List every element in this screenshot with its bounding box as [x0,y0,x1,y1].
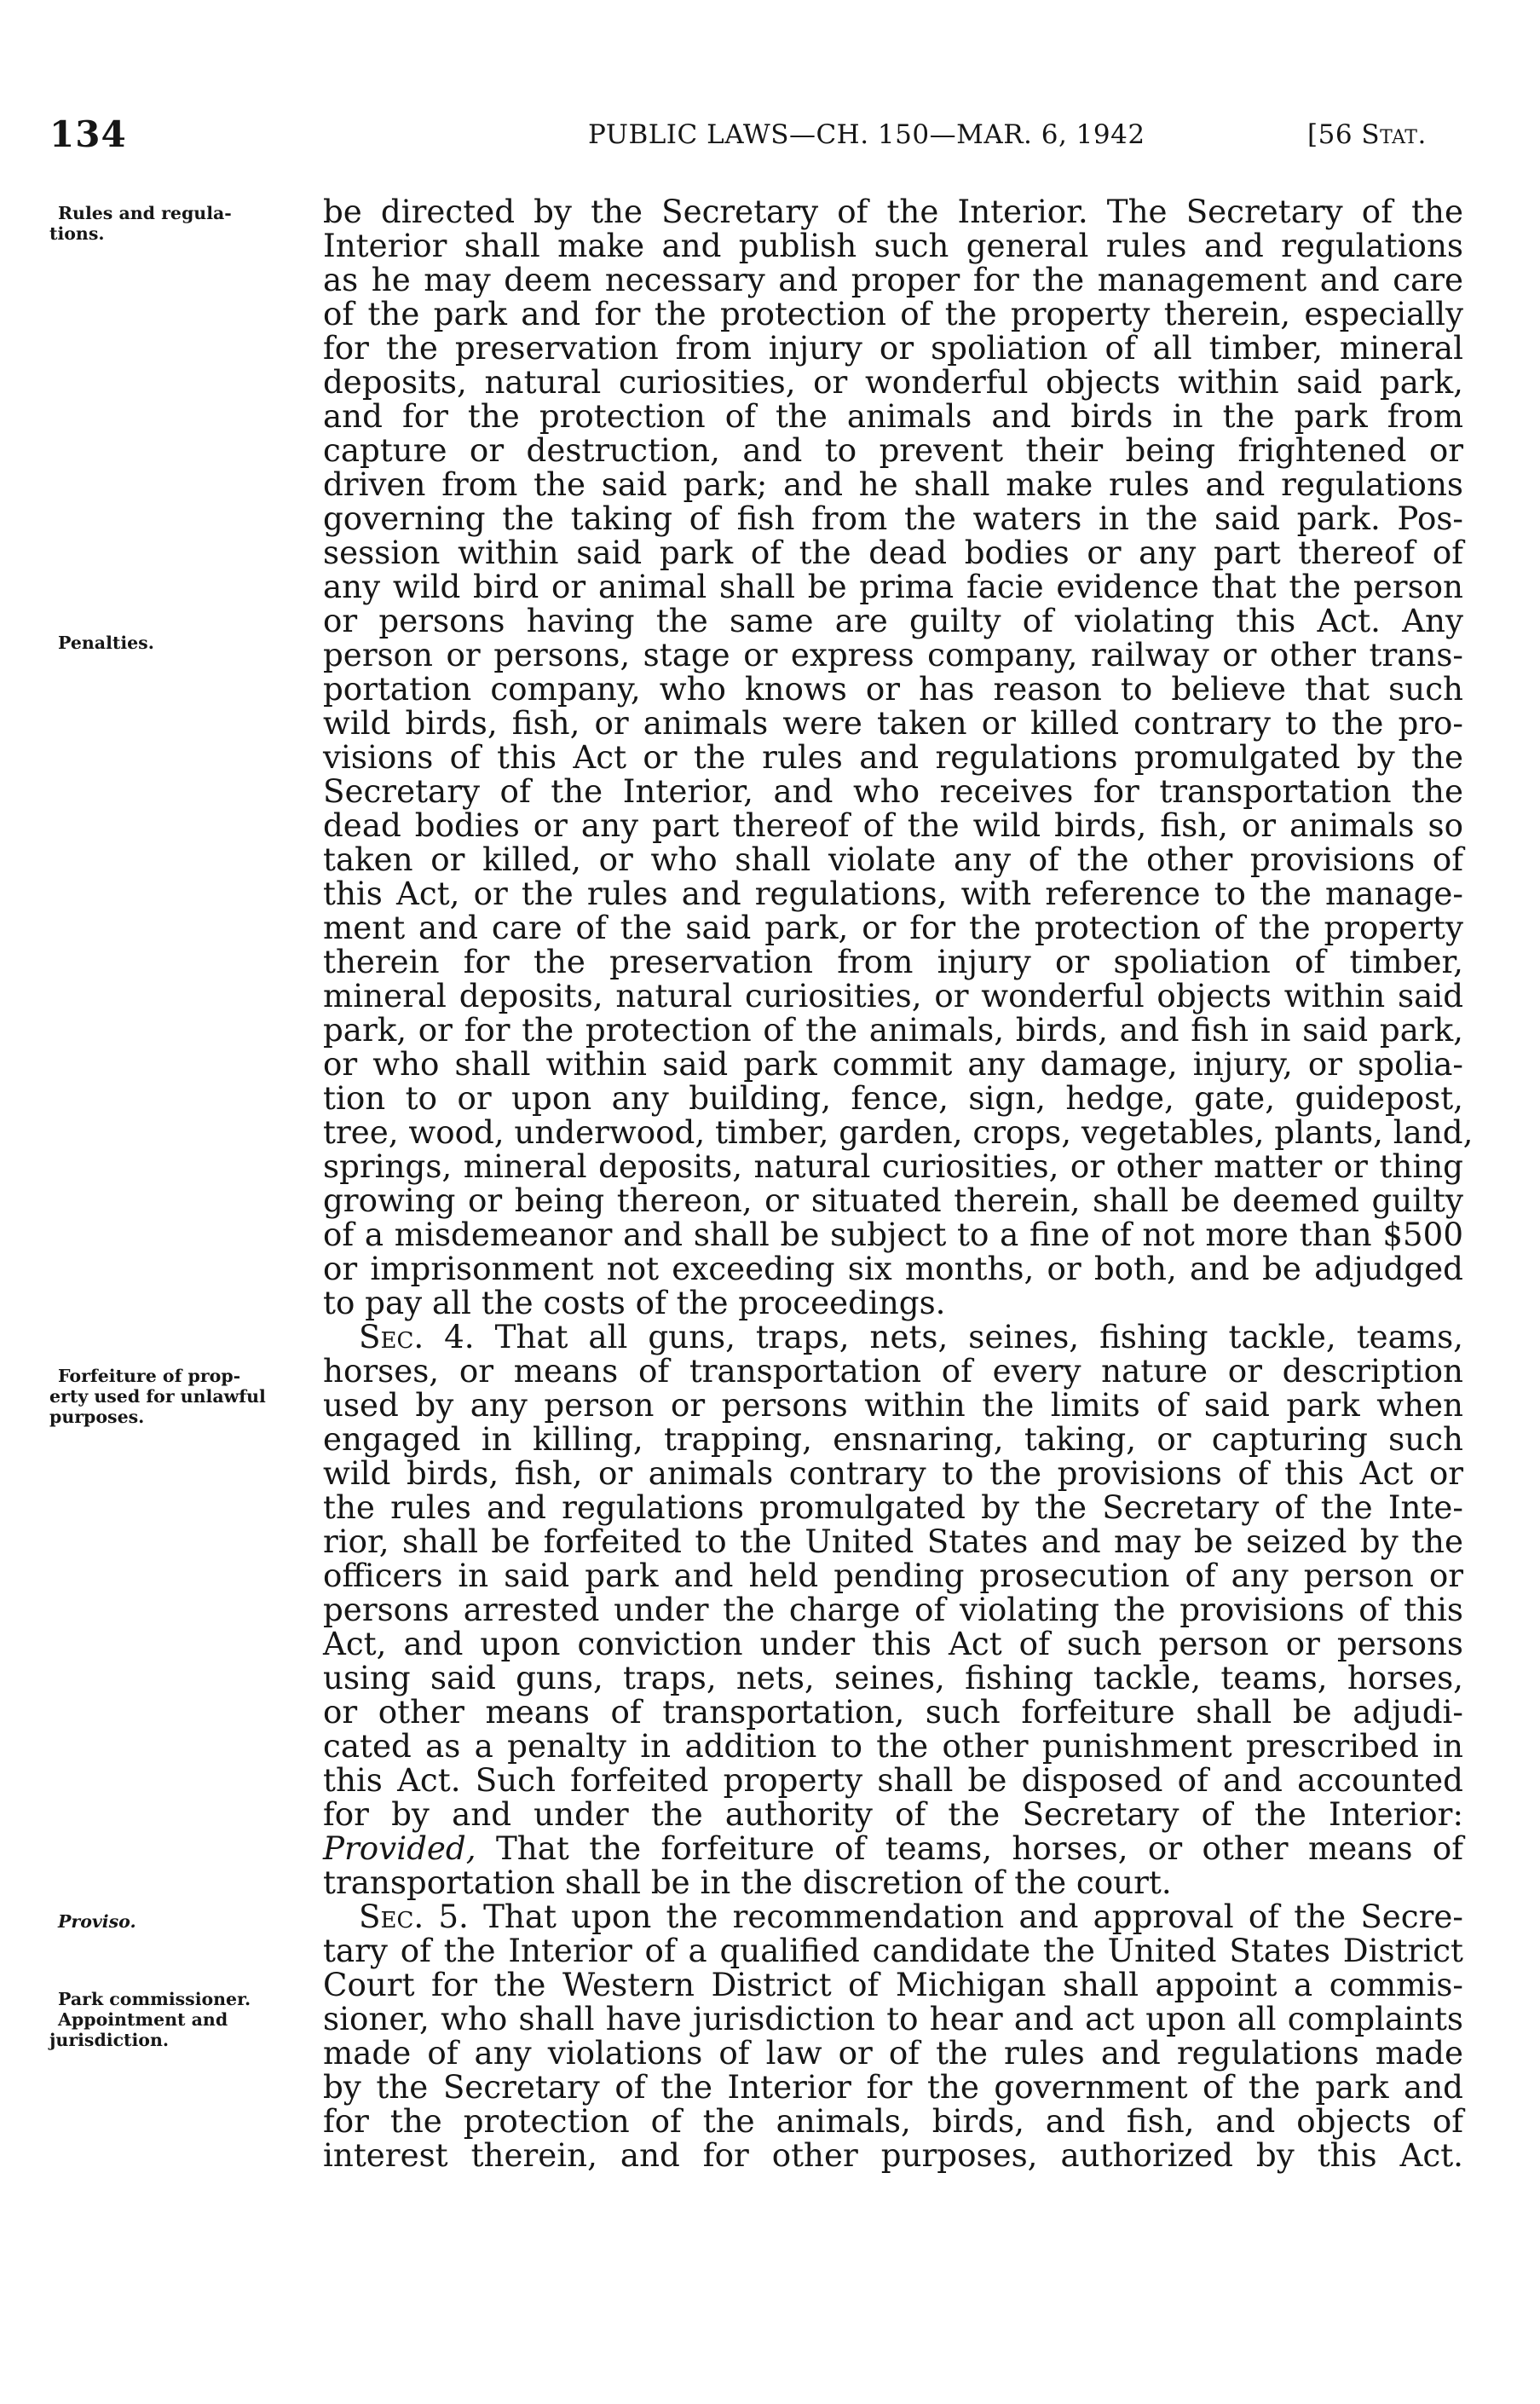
text-line: for the preservation from injury or spoliation of all timber, mineral [323,329,1463,367]
text-line: this Act, or the rules and regulations, with reference to the manage- [323,875,1463,912]
margin-note-park-commissioner [49,1989,305,2050]
text-line: used by any person or persons within the limits of said park when [323,1386,1463,1424]
margin-note-park-line-2: Appointment and [58,2009,228,2030]
text-line: driven from the said park; and he shall make rules and regulations [323,465,1463,503]
text-line: Court for the Western District of Michigan shall appoint a commis- [323,1966,1463,2003]
text-line: tree, wood, underwood, timber, garden, crops, vegetables, plants, land, [323,1113,1474,1151]
text-line: Act, and upon conviction under this Act of such person or persons [323,1625,1463,1662]
text-line: therein for the preservation from injury or spoliation of timber, [323,943,1463,980]
text-line: interest therein, and for other purposes, authorized by this Act. [323,2136,1463,2174]
text-line: rior, shall be forfeited to the United States and may be seized by the [323,1523,1463,1560]
text-line: growing or being thereon, or situated therein, shall be deemed guilty [323,1182,1463,1219]
text-line: tion to or upon any building, fence, sign, hedge, gate, guidepost, [323,1079,1463,1117]
margin-note-forfeiture-line-1: Forfeiture of prop- [58,1366,241,1386]
text-line: officers in said park and held pending prosecution of any person or [323,1557,1463,1594]
text-line: this Act. Such forfeited property shall be disposed of and accounted [323,1761,1463,1799]
text-line: wild birds, fish, or animals were taken or killed contrary to the pro- [323,704,1463,742]
section-4-first-text: That all guns, traps, nets, seines, fishing tackle, teams, [494,1318,1463,1355]
text-line: transportation shall be in the discretion of the court. [323,1864,1172,1901]
text-line: engaged in killing, trapping, ensnaring, taking, or capturing such [323,1420,1463,1458]
page-number: 134 [49,113,127,155]
margin-note-forfeiture [49,1366,305,1427]
text-line: visions of this Act or the rules and regulations promulgated by the [323,738,1463,776]
text-line: or persons having the same are guilty of violating this Act. Any [323,602,1463,639]
proviso-word: Provided, [323,1829,476,1867]
text-line: ment and care of the said park, or for the protection of the property [323,909,1463,946]
margin-note-proviso [49,1911,305,1932]
running-head: PUBLIC LAWS—CH. 150—MAR. 6, 1942 [588,119,1145,150]
margin-note-proviso-text: Proviso. [58,1911,136,1932]
text-line: to pay all the costs of the proceedings. [323,1284,946,1321]
text-line: for by and under the authority of the Secretary of the Interior: [323,1795,1463,1833]
text-line: tary of the Interior of a qualified candidate the United States District [323,1932,1463,1969]
text-line: for the protection of the animals, birds, and fish, and objects of [323,2102,1463,2140]
text-line: any wild bird or animal shall be prima facie evidence that the person [323,568,1463,605]
text-line: using said guns, traps, nets, seines, fishing tackle, teams, horses, [323,1659,1463,1696]
text-line: and for the protection of the animals and birds in the park from [323,397,1463,435]
text-line: the rules and regulations promulgated by the Secretary of the Inte- [323,1488,1463,1526]
text-line: persons arrested under the charge of violating the provisions of this [323,1591,1463,1628]
statute-volume-ref: [56 Stat. [1307,119,1427,150]
text-line: person or persons, stage or express company, railway or other trans- [323,636,1463,673]
margin-note-forfeiture-line-2: erty used for unlawful [49,1386,266,1407]
text-line: horses, or means of transportation of every nature or description [323,1352,1463,1390]
section-4-first-line [323,1318,1463,1355]
text-line: capture or destruction, and to prevent their being frightened or [323,431,1463,469]
text-line: deposits, natural curiosities, or wonderful objects within said park, [323,363,1463,401]
text-line: Secretary of the Interior, and who receives for transportation the [323,772,1463,810]
proviso-text: That the forfeiture of teams, horses, or other means of [495,1829,1463,1867]
margin-note-rules-line-1: Rules and regula- [58,203,232,223]
text-line: sioner, who shall have jurisdiction to hear and act upon all complaints [323,2000,1463,2037]
text-line: governing the taking of fish from the waters in the said park. Pos- [323,500,1463,537]
text-line: session within said park of the dead bodies or any part thereof of [323,534,1463,571]
text-line: be directed by the Secretary of the Interior. The Secretary of the [323,193,1463,230]
text-line: Interior shall make and publish such general rules and regulations [323,227,1463,264]
section-4-label: Sec. 4. [359,1318,475,1355]
text-line: or other means of transportation, such forfeiture shall be adjudi- [323,1693,1463,1731]
margin-note-park-line-1: Park commissioner. [58,1989,251,2009]
text-line: springs, mineral deposits, natural curiosities, or other matter or thing [323,1147,1463,1185]
text-line: taken or killed, or who shall violate any of the other provisions of [323,841,1463,878]
margin-note-penalties [49,633,305,653]
text-line: as he may deem necessary and proper for the management and care [323,261,1463,298]
margin-note-rules [49,203,305,244]
margin-note-forfeiture-line-3: purposes. [49,1407,145,1427]
text-line: made of any violations of law or of the rules and regulations made [323,2034,1463,2072]
text-line: of the park and for the protection of the property therein, especially [323,295,1463,332]
section-5-first-line [323,1898,1463,1935]
text-line: cated as a penalty in addition to the other punishment prescribed in [323,1727,1463,1765]
section-5-first-text: That upon the recommendation and approval of the Secre- [483,1898,1463,1935]
text-line: or who shall within said park commit any damage, injury, or spolia- [323,1045,1463,1083]
margin-note-rules-line-2: tions. [49,223,105,244]
text-line: of a misdemeanor and shall be subject to a fine of not more than $500 [323,1216,1463,1253]
text-line: wild birds, fish, or animals contrary to the provisions of this Act or [323,1454,1463,1492]
section-5-label: Sec. 5. [359,1898,469,1935]
margin-note-park-line-3: jurisdiction. [49,2030,170,2050]
margin-note-penalties-text: Penalties. [58,633,154,653]
text-line: mineral deposits, natural curiosities, or wonderful objects within said [323,977,1463,1014]
text-line: or imprisonment not exceeding six months, or both, and be adjudged [323,1250,1463,1287]
proviso-line [323,1829,1463,1867]
text-line: by the Secretary of the Interior for the government of the park and [323,2068,1463,2106]
text-line: dead bodies or any part thereof of the wild birds, fish, or animals so [323,806,1463,844]
text-line: portation company, who knows or has reason to believe that such [323,670,1463,708]
text-line: park, or for the protection of the animals, birds, and fish in said park, [323,1011,1463,1049]
